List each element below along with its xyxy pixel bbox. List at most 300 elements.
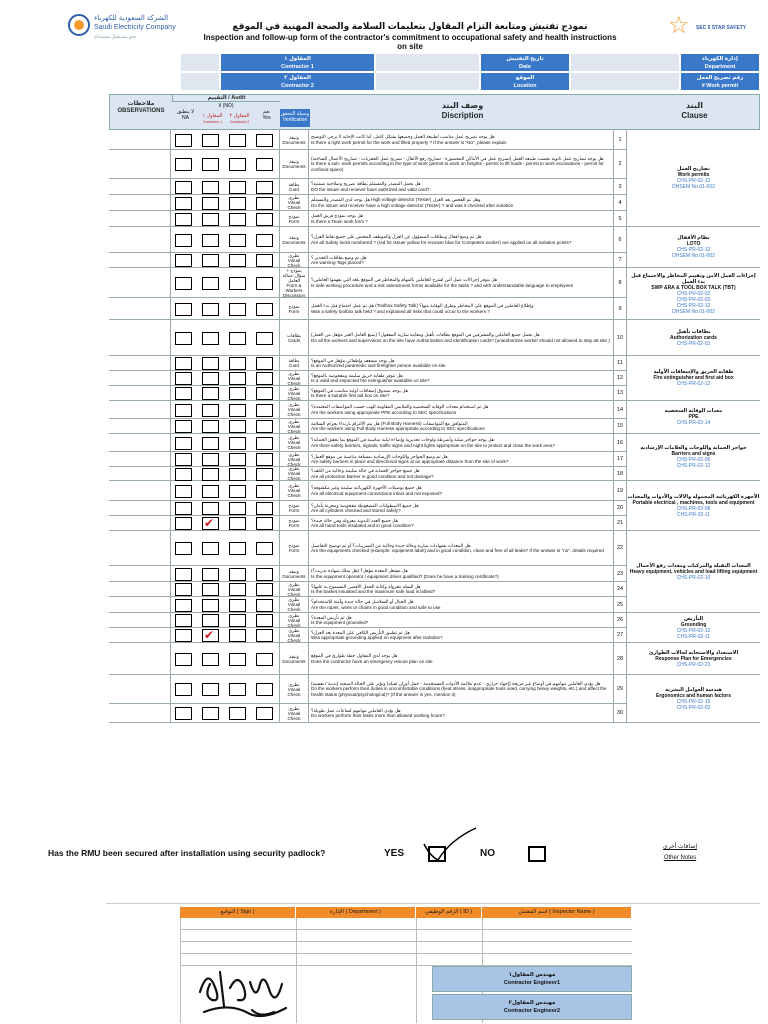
star-icon: ☆ — [668, 12, 690, 39]
na-checkbox[interactable] — [175, 653, 192, 666]
yes-checkbox[interactable] — [256, 614, 273, 627]
clause-header: البند Clause — [681, 101, 708, 120]
contractor2-no-checkbox[interactable] — [229, 234, 246, 247]
observation-cell[interactable] — [109, 613, 171, 627]
contractor2-no-checkbox[interactable] — [229, 468, 246, 481]
clause-name-en: SWP &RA & TOOL BOX TALK (TBT) — [651, 284, 736, 291]
clause-procedure-code: CHS-PR-02-02 — [676, 290, 711, 297]
description-cell: هل جميع حواجز الحماية في حالة سليمة وخالية من التلف؟ Are all protection Barrier in good condition and not damage? — [309, 467, 614, 480]
contractor1-no-checkbox[interactable] — [202, 683, 219, 696]
contractor1-field[interactable] — [180, 53, 220, 72]
observation-cell[interactable] — [109, 597, 171, 612]
clause-cell — [627, 531, 760, 613]
sec-logo — [68, 14, 198, 44]
safety-badge-text: SEC 5 STAR SAFETY — [696, 25, 747, 31]
contractor1-no-checkbox[interactable] — [202, 542, 219, 555]
contractor2-field[interactable] — [180, 72, 220, 91]
contractor1-no-checkbox[interactable] — [202, 614, 219, 627]
contractor2-no-checkbox[interactable] — [229, 542, 246, 555]
form-title-ar: نموذج تفتيش ومتابعة التزام المقاول بتعليمات السلامة والصحة المهنية في الموقع — [232, 21, 588, 31]
description-cell: هل يوجد تصريح عمل مناسب لطبيعة العمل وجميعها بشكل كامل، أما كانت الإجابة لا يرجى التوضيح Is there a right work permit for the work and filled properly ? If the answer is "No", please explain — [309, 130, 614, 149]
na-checkbox[interactable] — [175, 599, 192, 612]
verification-cell: نظري Visual Check — [279, 613, 309, 627]
contractor2-no-checkbox[interactable] — [229, 502, 246, 515]
yes-checkbox[interactable] — [256, 213, 273, 226]
department-label: إدارة الكهرباء Department — [680, 53, 760, 72]
na-checkbox[interactable] — [175, 502, 192, 515]
observation-cell[interactable] — [109, 268, 171, 297]
row-number: 24 — [614, 582, 627, 596]
observation-cell[interactable] — [109, 227, 171, 252]
contractor2-no-checkbox[interactable] — [229, 181, 246, 194]
contractor1-no-checkbox[interactable] — [202, 213, 219, 226]
clause-name-ar: إجراءات العمل الآمن وتقييم المخاطر والاجتماع قبل بدء العمل — [631, 272, 756, 285]
observation-cell[interactable] — [109, 628, 171, 642]
yes-checkbox[interactable] — [256, 181, 273, 194]
na-checkbox[interactable] — [175, 213, 192, 226]
verification-cell: بطاقة Card — [279, 179, 309, 194]
clause-name-ar: الاستعداد والاستجابة لحالات الطوارئ — [648, 649, 739, 656]
contractor1-col-header: المقاول ١ Contractor 1 — [202, 113, 223, 124]
verification-cell: نظري Visual Check — [279, 582, 309, 596]
contractor2-no-checkbox[interactable] — [229, 357, 246, 370]
verification-cell: نموذج Form — [279, 531, 309, 565]
column-divider — [416, 918, 417, 1023]
yes-checkbox[interactable] — [256, 599, 273, 612]
row-number: 16 — [614, 434, 627, 451]
row-number: 28 — [614, 643, 627, 674]
description-cell: هل يوجد تصاريح عمل ثانوية بحسب طبيعة العمل (تصريح عمل في الأماكن المحصورة - تصاريح رفع الأثقال - تصريح عمل الحفريات - تصاريح الأعمال الساخنة) Is there a sub- work permits according to the type of work (permit to work on heights - permit to lift loads - permit to work excavations - permit for confined space) — [309, 150, 614, 178]
clause-procedure-code: CHS-PR-02-11 — [676, 633, 711, 640]
clause-procedure-code: CHS-PR-02-12 — [676, 302, 711, 309]
signature-row[interactable] — [180, 918, 632, 930]
na-checkbox[interactable] — [175, 234, 192, 247]
rmu-question: Has the RMU been secured after installation using security padlock? — [48, 848, 326, 858]
yes-checkbox[interactable] — [256, 568, 273, 581]
observation-cell[interactable] — [109, 356, 171, 370]
clause-name-en: Portable electrical , machines, tools and equipment — [632, 499, 755, 506]
clause-name-en: Work permits — [677, 172, 710, 178]
verification-cell: نظري Visual Check — [279, 467, 309, 480]
clause-name-ar: نظام الأقفال — [677, 235, 710, 241]
na-checkbox[interactable] — [175, 181, 192, 194]
description-cell: هل تم وضع بطاقات التحذير ؟ Are warning Tags placed? — [309, 253, 614, 267]
contractor2-no-checkbox[interactable] — [229, 453, 246, 466]
verification-cell: نظري Visual Check — [279, 371, 309, 385]
clause-cell — [627, 481, 760, 531]
yes-checkbox[interactable] — [256, 134, 273, 147]
date-field[interactable] — [375, 53, 480, 72]
observation-cell[interactable] — [109, 566, 171, 581]
description-cell: هل يؤدي العاملين مهامهم في أوضاع غير مريحة (إجهاد حراري - عدم ملائمة الأدوات المستخدمة - حمل أوزان ثقيلة) وتؤثر على الحالة الصحية (بدنية / نفسية) Do the workers perform their duties in uncomfortable conditions (heat stress, inappropriate tools used, carrying heavy weights, etc.) and affect the health status (physical/psychological)? (If the answer is yes, mention it) — [309, 675, 614, 703]
clause-procedure-code: DHSEM No.01-002 — [672, 253, 715, 259]
description-cell: هل مشغل المعدة مؤهل؟ (هل يملك شهادة تدريب؟) Is the equipment operator / equipment driver qualified? (Does he have a training certificate?) — [309, 566, 614, 581]
contractor2-no-checkbox[interactable] — [229, 420, 246, 433]
row-number: 26 — [614, 613, 627, 627]
location-field[interactable] — [375, 72, 480, 91]
info-grid — [180, 53, 760, 91]
contractor1-no-checkbox[interactable] — [202, 420, 219, 433]
yes-checkbox[interactable] — [256, 707, 273, 720]
row-number: 8 — [614, 268, 627, 297]
clause-name-ar: المعدات الثقيلة والمركبات ومعدات رفع الأحمال — [636, 562, 751, 569]
verification-cell: نظري Visual Check — [279, 675, 309, 703]
verification-cell: نظري Visual Check — [279, 195, 309, 210]
contractor2-col-header: المقاول ٢ Contractor 2 — [229, 113, 250, 124]
contractor2-no-checkbox[interactable] — [229, 134, 246, 147]
observation-cell[interactable] — [109, 675, 171, 703]
observation-cell[interactable] — [109, 434, 171, 451]
company-name-en: Saudi Electricity Company — [94, 24, 176, 31]
observation-cell[interactable] — [109, 253, 171, 267]
signature-row[interactable] — [180, 930, 632, 942]
contractor1-no-checkbox[interactable] — [202, 277, 219, 290]
clause-cell — [627, 268, 760, 320]
yes-checkbox[interactable] — [256, 629, 273, 642]
observation-cell[interactable] — [109, 386, 171, 400]
clause-procedure-code: CHS-PR-02-23 — [676, 661, 711, 668]
contractor2-no-checkbox[interactable] — [229, 653, 246, 666]
row-number: 19 — [614, 481, 627, 500]
description-cell: هل يوجد صندوق إسعافات أولية مناسب في الموقع؟ Is there a suitable first aid box on site? — [309, 386, 614, 400]
yes-checkbox[interactable] — [256, 485, 273, 498]
description-cell: هل الحبال أو السلاسل في حالة جيدة وآمنة للاستخدام؟ Are the ropes, wires or chains in good condition and safe to use — [309, 597, 614, 612]
na-checkbox[interactable] — [175, 453, 192, 466]
na-checkbox[interactable] — [175, 277, 192, 290]
contractor2-no-checkbox[interactable] — [229, 614, 246, 627]
na-checkbox[interactable] — [175, 332, 192, 345]
observations-header: ملاحظات OBSERVATIONS — [117, 101, 165, 114]
verification-cell: نموذج Form — [279, 211, 309, 226]
row-number: 14 — [614, 401, 627, 418]
signature-row[interactable] — [180, 942, 632, 954]
na-checkbox[interactable] — [175, 437, 192, 450]
na-checkbox[interactable] — [175, 583, 192, 596]
company-tagline: نحو مستقبل مستدام — [94, 34, 137, 40]
contractor-engineer1-label: مهندس المقاول١ Contractor Engineer1 — [432, 966, 632, 992]
clause-cell — [627, 130, 760, 227]
yes-checkbox[interactable] — [256, 517, 273, 530]
observation-cell[interactable] — [109, 371, 171, 385]
verification-cell: نموذج Form — [279, 516, 309, 530]
contractor1-no-checkbox[interactable] — [202, 468, 219, 481]
verification-cell: نظري Visual Check — [279, 419, 309, 433]
clause-procedure-code: CHS-PR-02-12 — [676, 627, 711, 634]
yes-checkbox[interactable] — [256, 502, 273, 515]
yes-checkbox[interactable] — [256, 583, 273, 596]
clause-name-en: Authorization cards — [670, 334, 717, 341]
verification-cell: نظري Visual Check — [279, 401, 309, 418]
na-checkbox[interactable] — [175, 303, 192, 316]
sec-logo-icon — [68, 14, 90, 36]
row-number: 4 — [614, 195, 627, 210]
yes-checkbox[interactable] — [256, 332, 273, 345]
row-number: 3 — [614, 179, 627, 194]
contractor2-no-checkbox[interactable] — [229, 332, 246, 345]
description-cell: هل يوجد لدى المقاول خطة طوارئ في الموقع Does the contractor have an emergency rescue plan on site — [309, 643, 614, 674]
sign-column-header: التوقيع ( Sign ) — [180, 907, 296, 918]
department-column-header: الإدارة ( Department ) — [296, 907, 416, 918]
yes-checkbox[interactable] — [256, 158, 273, 171]
clause-cell — [627, 675, 760, 723]
description-cell: هل يوجد نموذج فريق العمل Is there a Team work form ? — [309, 211, 614, 226]
verification-cell: وثيقة Documents — [279, 150, 309, 178]
contractor2-no-checkbox[interactable] — [229, 197, 246, 210]
observation-cell[interactable] — [109, 419, 171, 433]
na-checkbox[interactable] — [175, 683, 192, 696]
clause-procedure-code: CHS-PR-02-12 — [676, 178, 711, 184]
row-number: 9 — [614, 298, 627, 319]
contractor2-no-checkbox[interactable] — [229, 599, 246, 612]
verification-cell: نموذج + سؤال عمالة العامل Form & Workers Discussion — [279, 268, 309, 297]
contractor1-no-checkbox[interactable] — [202, 653, 219, 666]
contractor1-no-checkbox[interactable] — [202, 485, 219, 498]
permit-label: رقم تصريح العمل # Work permit — [680, 72, 760, 91]
clause-name-en: Heavy equipment, vehicles and load lifting equipment — [629, 568, 758, 575]
description-cell: هل جميع توصيلات الأجهزة الكهربائية سليمة وغير مكشوفة؟ Are all electrical equipment connections intact and not exposed? — [309, 481, 614, 500]
clause-procedure-code: CHS-PR-02-11 — [676, 511, 711, 518]
contractor1-no-checkbox[interactable] — [202, 181, 219, 194]
row-number: 15 — [614, 419, 627, 433]
na-checkbox[interactable] — [175, 372, 192, 385]
observation-cell[interactable] — [109, 481, 171, 500]
observation-cell[interactable] — [109, 401, 171, 418]
observation-cell[interactable] — [109, 179, 171, 194]
na-checkbox[interactable] — [175, 158, 192, 171]
observation-cell[interactable] — [109, 320, 171, 355]
department-field[interactable] — [570, 53, 680, 72]
na-checkbox[interactable] — [175, 485, 192, 498]
description-cell: هل يحمل المصدر والمستلم بطاقة تصريح وصلاحية ضمنية؟ DO the issuer and receiver have authrized and valid card? — [309, 179, 614, 194]
contractor2-no-checkbox[interactable] — [229, 485, 246, 498]
verification-cell: نظري Visual Check — [279, 452, 309, 466]
yes-checkbox[interactable] — [256, 468, 273, 481]
rmu-yes-label: YES — [384, 848, 405, 859]
clause-name-ar: طفاية الحريق والإسعافات الأولية — [653, 369, 734, 375]
clause-procedure-code: CHS-PR-02-12 — [676, 463, 711, 469]
yes-checkbox[interactable] — [256, 254, 273, 267]
location-label: الموقع Location — [480, 72, 570, 91]
verification-cell: نموذج Form — [279, 298, 309, 319]
contractor2-no-checkbox[interactable] — [229, 213, 246, 226]
contractor2-no-checkbox[interactable] — [229, 404, 246, 417]
clause-cell — [627, 401, 760, 434]
clause-name-ar: الأجهزة الكهربائية المحمولة والآلات والأدوات والمعدات — [627, 493, 760, 500]
na-checkbox[interactable] — [175, 254, 192, 267]
description-cell: هل تم تطبيق التأريض الكافي على المعدة بعد العزل؟ Was appropriate grounding applied on equipment after isolation? — [309, 628, 614, 642]
verification-cell: نظري Visual Check — [279, 253, 309, 267]
clause-name-en: Response Plan for Emergencies — [655, 655, 732, 662]
yes-checkbox[interactable] — [256, 197, 273, 210]
contractor2-no-checkbox[interactable] — [229, 372, 246, 385]
clause-procedure-code: DHSEM No.01-002 — [672, 308, 715, 315]
na-checkbox[interactable] — [175, 134, 192, 147]
form-title-en: Inspection and follow-up form of the contractor's commitment to occupational safety and health instructions on site — [203, 33, 617, 51]
clause-procedure-code: CHS-PR-02-08 — [676, 505, 711, 512]
clause-name-en: Fire extinguisher and first aid box — [653, 375, 734, 381]
clause-procedure-code: DHSEM No.01-002 — [672, 184, 715, 190]
yes-checkbox[interactable] — [256, 303, 273, 316]
na-checkbox[interactable] — [175, 517, 192, 530]
contractor1-no-checkbox[interactable] — [202, 357, 219, 370]
inspector-column-header: اسم المفتش ( Inspector Name ) — [482, 907, 632, 918]
row-number: 29 — [614, 675, 627, 703]
contractor2-no-checkbox[interactable] — [229, 158, 246, 171]
clause-name-ar: معدات الوقاية الشخصية — [664, 408, 723, 414]
other-notes-area[interactable] — [106, 866, 760, 904]
description-cell: هل يحمل جميع العاملين والمشرفين في الموقع بطاقات تأهيل ومعاينة سارية المفعول؟ (يمنع العامل الغير مؤهل من العمل) Do all the workers and supervisors on the site have Authorization and identification cards? (unauthorizes worker should not allowed to stay att site ) — [309, 320, 614, 355]
observation-cell[interactable] — [109, 467, 171, 480]
row-number: 6 — [614, 227, 627, 252]
contractor2-no-checkbox[interactable] — [229, 387, 246, 400]
clause-procedure-code: CHS-PR-02-03 — [676, 704, 711, 711]
na-checkbox[interactable] — [175, 197, 192, 210]
contractor2-no-checkbox[interactable] — [229, 683, 246, 696]
verification-cell: نظري Visual Check — [279, 704, 309, 722]
contractor2-no-checkbox[interactable] — [229, 517, 246, 530]
five-star-safety-logo — [668, 14, 758, 46]
contractor1-no-checkbox[interactable] — [202, 583, 219, 596]
observation-cell[interactable] — [109, 130, 171, 149]
contractor2-no-checkbox[interactable] — [229, 583, 246, 596]
contractor1-no-checkbox[interactable] — [202, 599, 219, 612]
contractor2-no-checkbox[interactable] — [229, 437, 246, 450]
contractor2-no-checkbox[interactable] — [229, 568, 246, 581]
na-checkbox[interactable] — [175, 707, 192, 720]
description-cell: هل يؤدي العاملين مهامهم لساعات عمل طويلة؟ Do workers perform their tasks more than allowed working hours? — [309, 704, 614, 722]
na-header: لا ينطبق NA — [177, 109, 194, 121]
clause-procedure-code: CHS-PR-02-12 — [676, 381, 711, 387]
contractor-engineer2-label: مهندس المقاول٢ Contractor Engineer2 — [432, 994, 632, 1020]
contractor1-no-checkbox[interactable] — [202, 134, 219, 147]
description-cell: هل يتم الالتزام بارتداء بحزام السلامة (Full Body Harness) المتوافق مع المواصفات Are the workers using Full Body Harness appropriate according to SEC specifications — [309, 419, 614, 433]
clause-procedure-code: CHS-PR-02-10 — [676, 574, 711, 581]
contractor2-no-checkbox[interactable] — [229, 707, 246, 720]
verification-cell: وثيقة Documents — [279, 643, 309, 674]
verification-cell: نظري Visual Check — [279, 386, 309, 400]
yes-checkbox[interactable] — [256, 420, 273, 433]
yes-checkbox[interactable] — [256, 404, 273, 417]
contractor1-no-checkbox[interactable] — [202, 453, 219, 466]
contractor1-no-checkbox[interactable] — [202, 387, 219, 400]
na-checkbox[interactable] — [175, 404, 192, 417]
observation-cell[interactable] — [109, 298, 171, 319]
yes-checkbox[interactable] — [256, 234, 273, 247]
contractor2-label: المقاول ٢ Contractor 2 — [220, 72, 375, 91]
rmu-no-checkbox[interactable] — [528, 846, 546, 862]
row-number: 27 — [614, 628, 627, 642]
verification-cell: نظري Visual Check — [279, 434, 309, 451]
row-number: 12 — [614, 371, 627, 385]
verification-cell: نظري Visual Check — [279, 597, 309, 612]
yes-checkbox[interactable] — [256, 372, 273, 385]
verification-cell: نظري Visual Check — [279, 481, 309, 500]
id-column-header: الرقم الوظيفي ( ID ) — [416, 907, 482, 918]
observation-cell[interactable] — [109, 531, 171, 565]
row-number: 5 — [614, 211, 627, 226]
contractor1-no-checkbox[interactable] — [202, 437, 219, 450]
verification-cell: نموذج Form — [279, 501, 309, 515]
yes-checkbox[interactable] — [256, 437, 273, 450]
description-header: وصف البند Discription — [441, 101, 484, 120]
yes-checkbox[interactable] — [256, 357, 273, 370]
observation-cell[interactable] — [109, 452, 171, 466]
yes-checkbox[interactable] — [256, 277, 273, 290]
na-checkbox[interactable] — [175, 468, 192, 481]
row-number: 23 — [614, 566, 627, 581]
contractor1-no-checkbox[interactable] — [202, 568, 219, 581]
yes-checkbox[interactable] — [256, 453, 273, 466]
yes-checkbox[interactable] — [256, 387, 273, 400]
yes-checkbox[interactable] — [256, 653, 273, 666]
contractor1-no-checkbox[interactable] — [202, 254, 219, 267]
description-cell: هل تم عمل اجتماع قبل بدء العمل (Toolbox Safety Talk) وإطلاع العاملين في الموقع على المخاطر وطرق الوقاية منها؟ Was a safety toolbox talk held ? and explained all risks that could occur to the workers ? — [309, 298, 614, 319]
contractor1-no-checkbox[interactable] — [202, 158, 219, 171]
contractor1-no-checkbox[interactable] — [202, 707, 219, 720]
row-number: 13 — [614, 386, 627, 400]
observation-cell[interactable] — [109, 582, 171, 596]
na-checkbox[interactable] — [175, 357, 192, 370]
observation-cell[interactable] — [109, 643, 171, 674]
na-checkbox[interactable] — [175, 387, 192, 400]
contractor2-no-checkbox[interactable] — [229, 303, 246, 316]
verification-cell: وثيقة Documents — [279, 566, 309, 581]
contractor1-no-checkbox[interactable] — [202, 372, 219, 385]
row-number: 10 — [614, 320, 627, 355]
observation-cell[interactable] — [109, 704, 171, 722]
contractor2-no-checkbox[interactable] — [229, 254, 246, 267]
clause-procedure-code: CHS-PR-02-03 — [676, 340, 711, 347]
description-cell: هل يتوفر إجراءات عمل آمن لشرح للعاملين بالمهام والمخاطر في الموقع بلغة التي يفهمها العاملين؟ Is safe working procedure and a risk assessment forms available for the tasks ? and with understandable language to employees — [309, 268, 614, 297]
observation-cell[interactable] — [109, 516, 171, 530]
na-checkbox[interactable] — [175, 542, 192, 555]
description-cell: هل تم تأريض المعدة؟ Is the equipment grounded? — [309, 613, 614, 627]
description-cell: هل تم استخدام معدات الوقاية الشخصية والملابس المقاومة للهب حسب المواصفات المعتمدة؟ Are the workers using appropriate PPE according to SEC specifications — [309, 401, 614, 418]
contractor1-no-checkbox[interactable] — [202, 502, 219, 515]
observation-cell[interactable] — [109, 501, 171, 515]
observation-cell[interactable] — [109, 211, 171, 226]
contractor1-no-checkbox[interactable] — [202, 234, 219, 247]
na-checkbox[interactable] — [175, 420, 192, 433]
clause-name-en: LOTO — [686, 241, 701, 247]
description-cell: هل تم وضع اقفال وبطاقات المسؤول عن العزل والموظف المختص على جميع نقاط العزل؟ Are all Safety locks numbered ? (red for Issuer yellow for receiver blue for Competent worker) are applied on all isolation points? — [309, 227, 614, 252]
contractor2-no-checkbox[interactable] — [229, 277, 246, 290]
description-cell: هل يوجد حواجز صلبة وأشرطة ولوحات تحذيرية وإضاءة ليلية مناسبة في الموقع بما يحقق الحماية؟ Are there safety barriers, signals, traffic signs and night lights appropriate on the site to protect and close the work area? — [309, 434, 614, 451]
row-number: 30 — [614, 704, 627, 722]
row-number: 2 — [614, 150, 627, 178]
row-number: 18 — [614, 467, 627, 480]
yes-checkbox[interactable] — [256, 542, 273, 555]
contractor1-no-checkbox[interactable] — [202, 303, 219, 316]
contractor1-no-checkbox[interactable] — [202, 197, 219, 210]
na-checkbox[interactable] — [175, 568, 192, 581]
na-checkbox[interactable] — [175, 629, 192, 642]
clause-name-en: Grounding — [680, 621, 707, 628]
yes-checkbox[interactable] — [256, 683, 273, 696]
rmu-yes-tick-mark — [420, 826, 480, 862]
description-cell: هل جميع الاسطوانات المضغوطة مفحوصة ومخزنة بأمان؟ Are all cylinders checked and stored safely? — [309, 501, 614, 515]
na-checkbox[interactable] — [175, 614, 192, 627]
observation-cell[interactable] — [109, 150, 171, 178]
permit-field[interactable] — [570, 72, 680, 91]
page-header — [0, 0, 768, 50]
contractor1-label: المقاول ١ Contractor 1 — [220, 53, 375, 72]
contractor1-no-checkbox[interactable] — [202, 404, 219, 417]
contractor2-no-checkbox[interactable] — [229, 629, 246, 642]
observation-cell[interactable] — [109, 195, 171, 210]
contractor1-no-checkbox[interactable] — [202, 332, 219, 345]
clause-cell — [627, 643, 760, 675]
